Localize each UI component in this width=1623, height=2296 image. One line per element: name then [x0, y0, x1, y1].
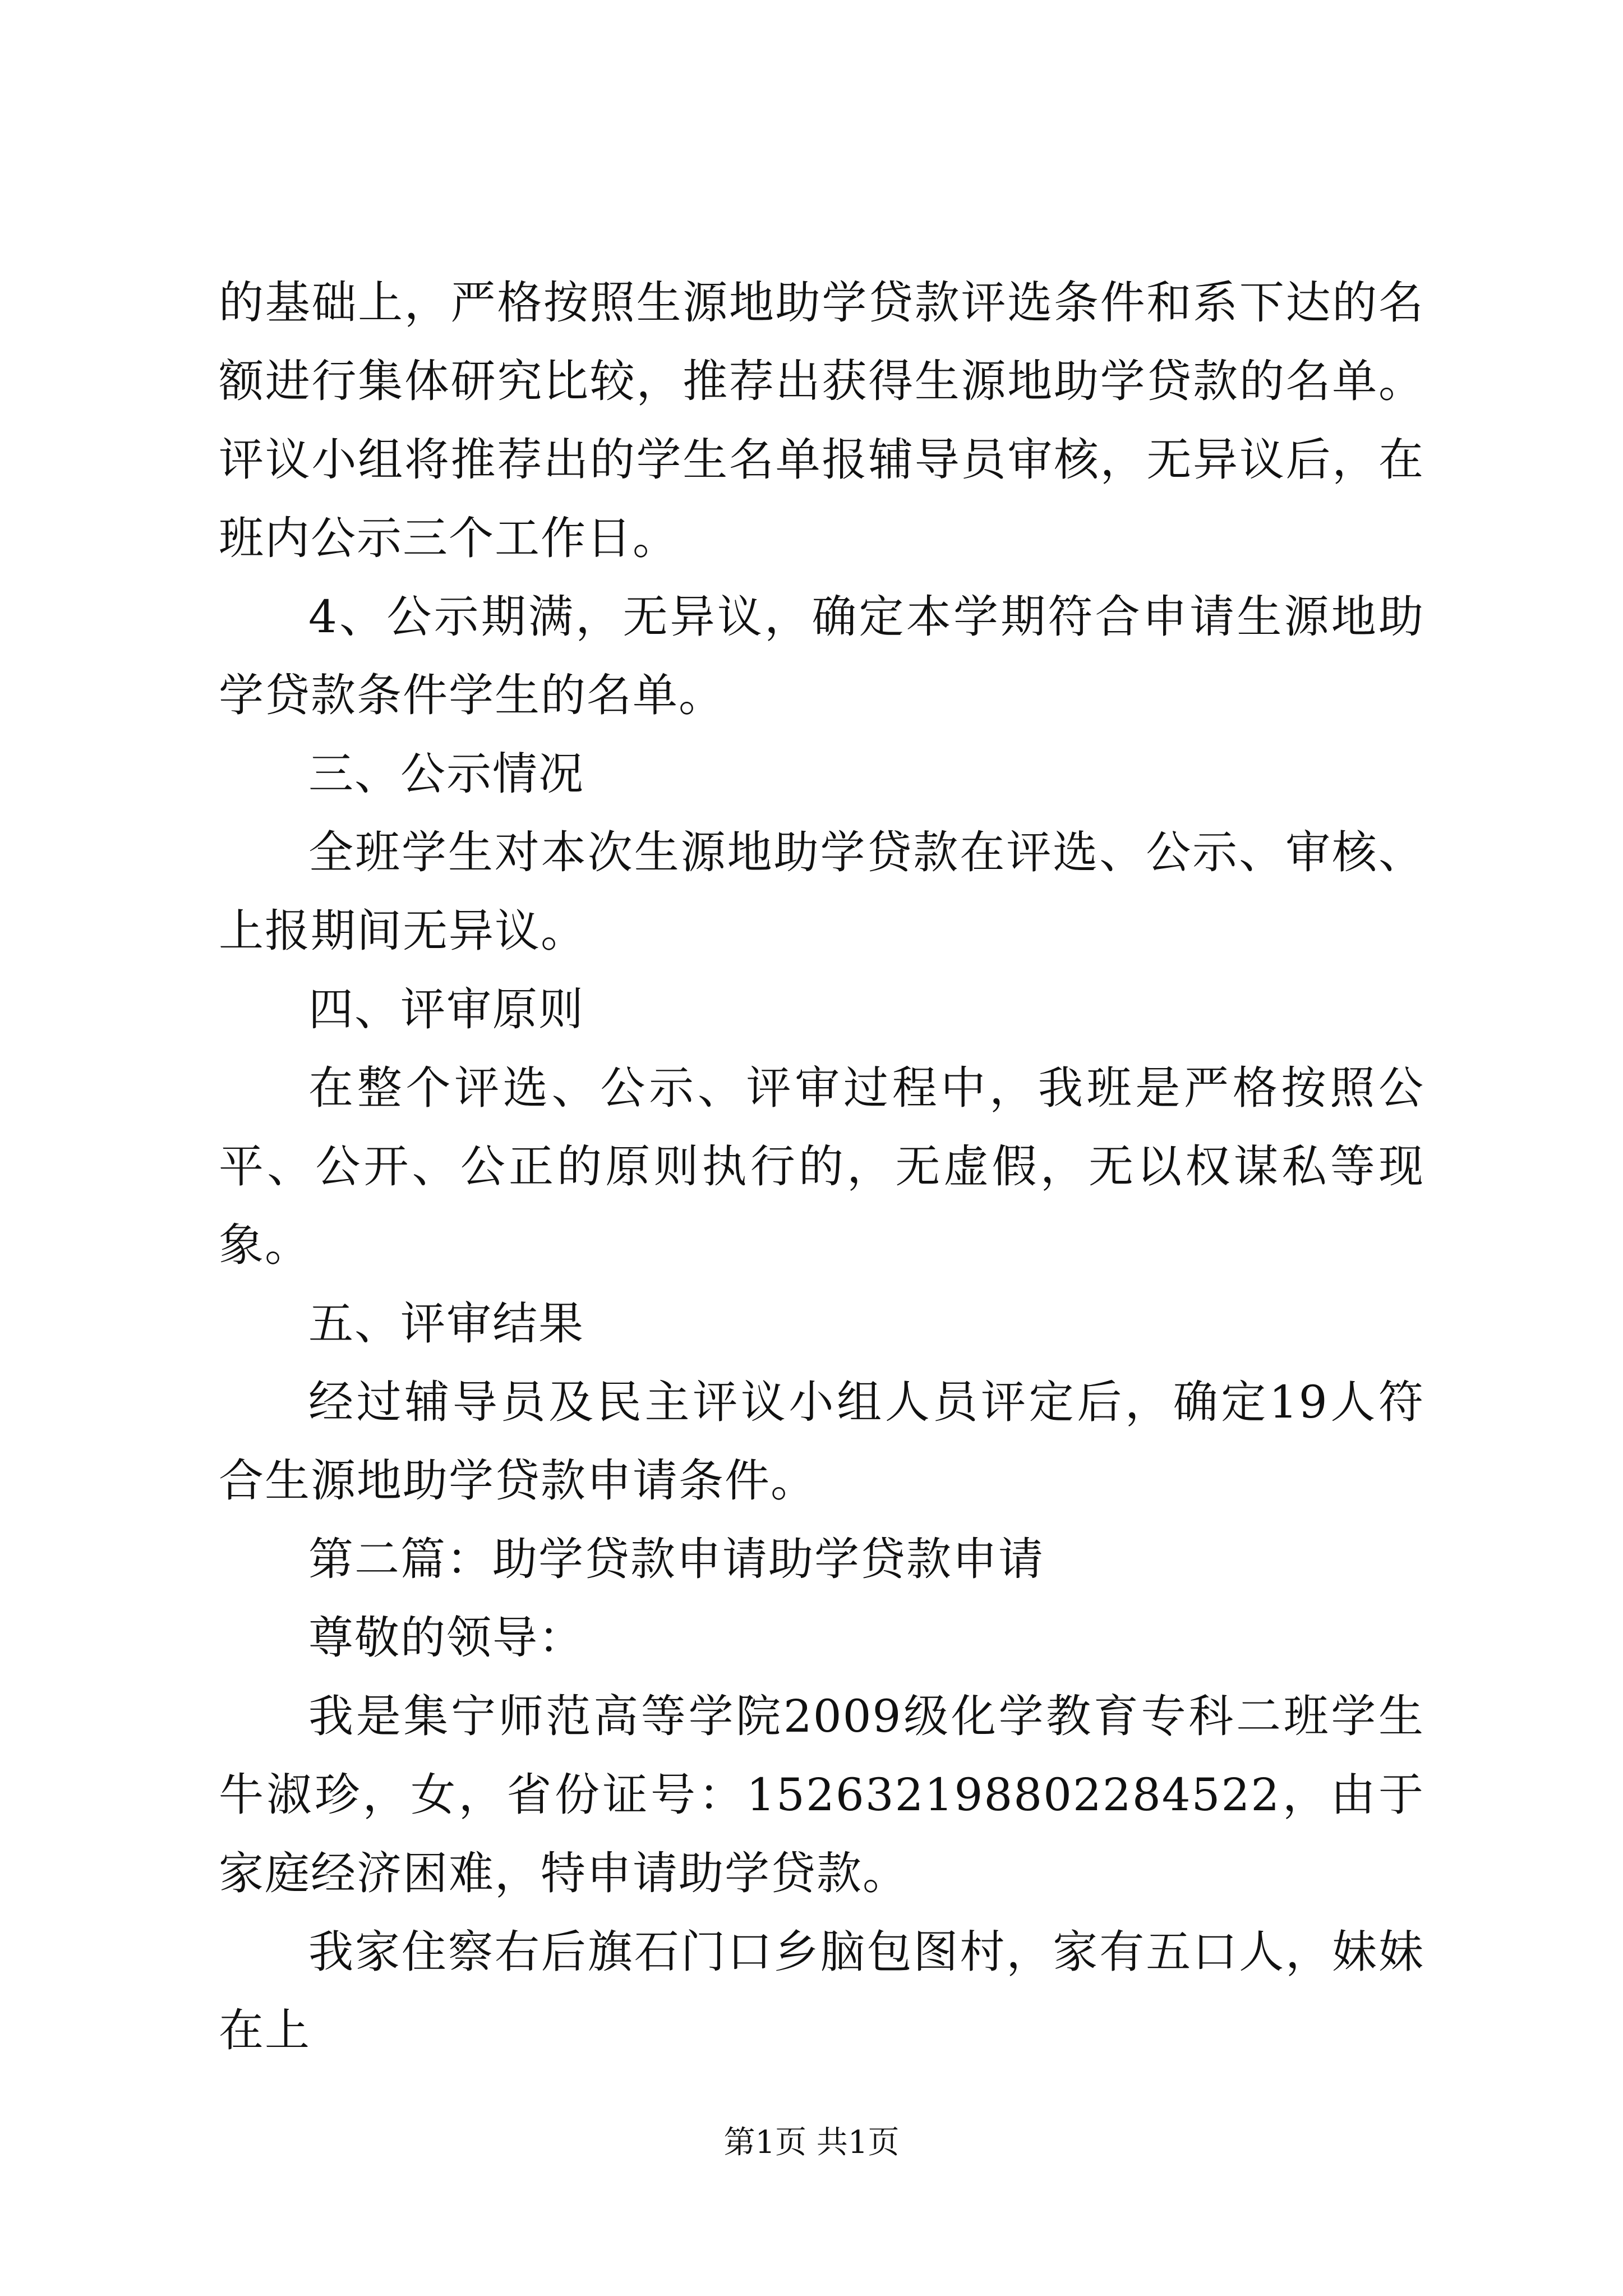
paragraph-continuation: 的基础上，严格按照生源地助学贷款评选条件和系下达的名额进行集体研究比较，推荐出获得生源地助学贷款的名单。评议小组将推荐出的学生名单报辅导员审核，无异议后，在班内公示三个工作日。 — [219, 277, 1424, 564]
paragraph-applicant-intro: 我是集宁师范高等学院2009级化学教育专科二班学生牛淑珍，女，省份证号：152632198802284522，由于家庭经济困难，特申请助学贷款。 — [219, 1690, 1424, 1899]
document-body — [219, 264, 1424, 2070]
section-heading-publicity: 三、公示情况 — [308, 748, 584, 800]
article-title-second: 第二篇：助学贷款申请助学贷款申请 — [308, 1533, 1044, 1585]
paragraph-item-4: 4、公示期满，无异议，确定本学期符合申请生源地助学贷款条件学生的名单。 — [219, 591, 1424, 721]
section-heading-results: 五、评审结果 — [308, 1297, 584, 1350]
section-heading-principles: 四、评审原则 — [308, 983, 584, 1036]
salutation: 尊敬的领导： — [308, 1612, 584, 1664]
paragraph-publicity: 全班学生对本次生源地助学贷款在评选、公示、审核、上报期间无异议。 — [219, 826, 1424, 957]
paragraph-results: 经过辅导员及民主评议小组人员评定后，确定19人符合生源地助学贷款申请条件。 — [219, 1376, 1424, 1507]
page-footer: 第1页 共1页 — [723, 2124, 900, 2161]
paragraph-principles: 在整个评选、公示、评审过程中，我班是严格按照公平、公开、公正的原则执行的，无虚假，无以权谋私等现象。 — [219, 1062, 1424, 1271]
paragraph-family-situation: 我家住察右后旗石门口乡脑包图村，家有五口人，妹妹在上 — [219, 1926, 1424, 2056]
